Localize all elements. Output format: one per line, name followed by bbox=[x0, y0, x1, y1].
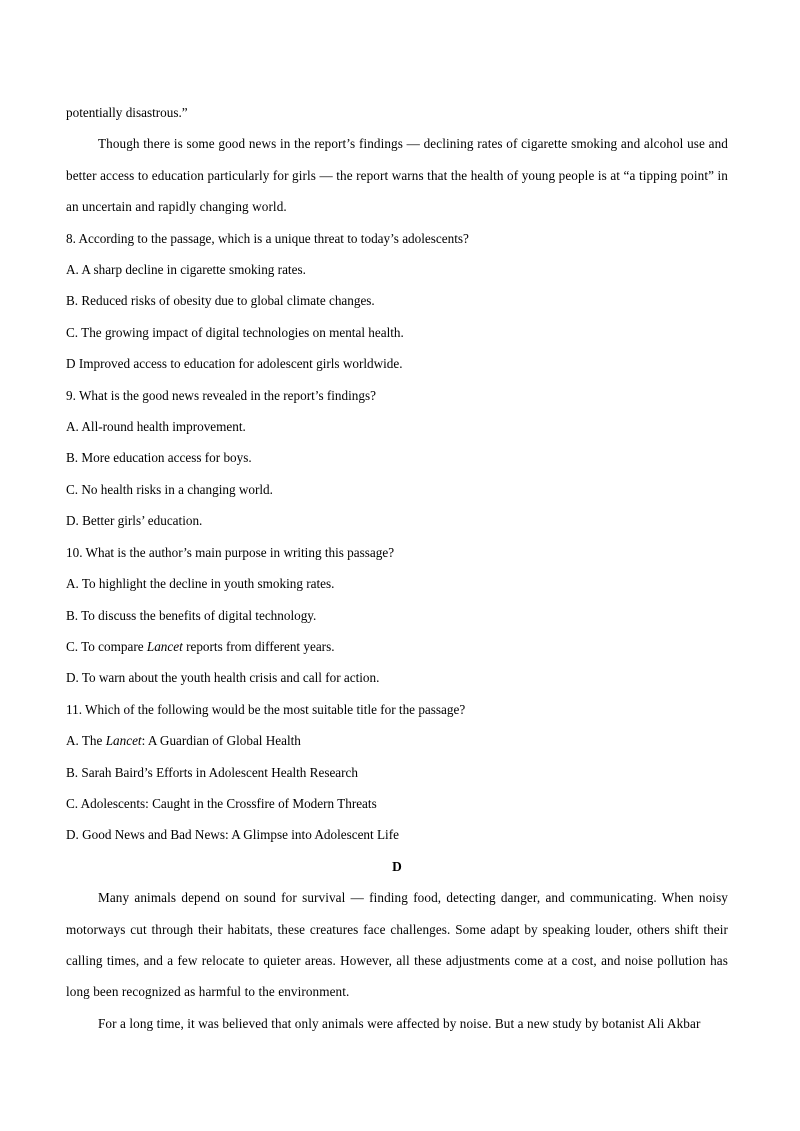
question-9-stem: 9. What is the good news revealed in the report’s findings? bbox=[66, 387, 376, 403]
passage-d-paragraph-1: Many animals depend on sound for survival — finding food, detecting danger, and communicating. When noisy motorways cut through their habitats, these creatures face challenges. Some adapt by speaking louder, others shift their calling times, and a few relocate to quieter areas. However, all these adjustments come at a cost, and noise pollution has long been recognized as harmful to the environment. bbox=[66, 890, 728, 1000]
question-9-option-d: D. Better girls’ education. bbox=[66, 513, 203, 529]
option-c-italic-title: Lancet bbox=[146, 638, 183, 654]
question-8-option-b: B. Reduced risks of obesity due to global climate changes. bbox=[66, 293, 375, 309]
question-9-option-b: B. More education access for boys. bbox=[66, 450, 252, 466]
passage-d-paragraph-2: For a long time, it was believed that only animals were affected by noise. But a new study by botanist Ali Akbar bbox=[98, 1015, 701, 1031]
option-c-prefix: C. To compare bbox=[66, 638, 147, 654]
question-8-option-d: D Improved access to education for adolescent girls worldwide. bbox=[66, 356, 403, 372]
section-label-d: D bbox=[392, 858, 402, 874]
option-a-suffix: : A Guardian of Global Health bbox=[141, 733, 301, 749]
question-10-option-d: D. To warn about the youth health crisis and call for action. bbox=[66, 670, 380, 686]
question-11-option-b: B. Sarah Baird’s Efforts in Adolescent Health Research bbox=[66, 764, 359, 780]
option-a-prefix: A. The bbox=[66, 733, 106, 749]
paragraph-good-news: Though there is some good news in the report’s findings — declining rates of cigarette smoking and alcohol use and better access to education particularly for girls — the report warns that the health of young people is at “a tipping point” in an uncertain and rapidly changing world. bbox=[66, 136, 728, 215]
question-9-option-a: A. All-round health improvement. bbox=[66, 419, 246, 435]
option-a-italic-title: Lancet bbox=[105, 733, 142, 749]
question-11-stem: 11. Which of the following would be the most suitable title for the passage? bbox=[66, 701, 466, 717]
question-10-option-a: A. To highlight the decline in youth smoking rates. bbox=[66, 576, 335, 592]
question-11-option-c: C. Adolescents: Caught in the Crossfire of Modern Threats bbox=[66, 795, 377, 811]
continued-text-fragment: potentially disastrous.” bbox=[66, 105, 188, 120]
document-content bbox=[66, 97, 728, 1039]
question-11-option-d: D. Good News and Bad News: A Glimpse into Adolescent Life bbox=[66, 827, 399, 843]
question-10-stem: 10. What is the author’s main purpose in writing this passage? bbox=[66, 544, 395, 560]
question-9-option-c: C. No health risks in a changing world. bbox=[66, 481, 273, 497]
question-8-option-a: A. A sharp decline in cigarette smoking rates. bbox=[66, 262, 306, 278]
question-8-option-c: C. The growing impact of digital technologies on mental health. bbox=[66, 324, 404, 340]
question-10-option-b: B. To discuss the benefits of digital technology. bbox=[66, 607, 317, 623]
question-10-option-c bbox=[66, 631, 728, 662]
option-c-suffix: reports from different years. bbox=[182, 638, 335, 654]
question-11-option-a bbox=[66, 725, 728, 756]
question-8-stem: 8. According to the passage, which is a unique threat to today’s adolescents? bbox=[66, 230, 469, 246]
